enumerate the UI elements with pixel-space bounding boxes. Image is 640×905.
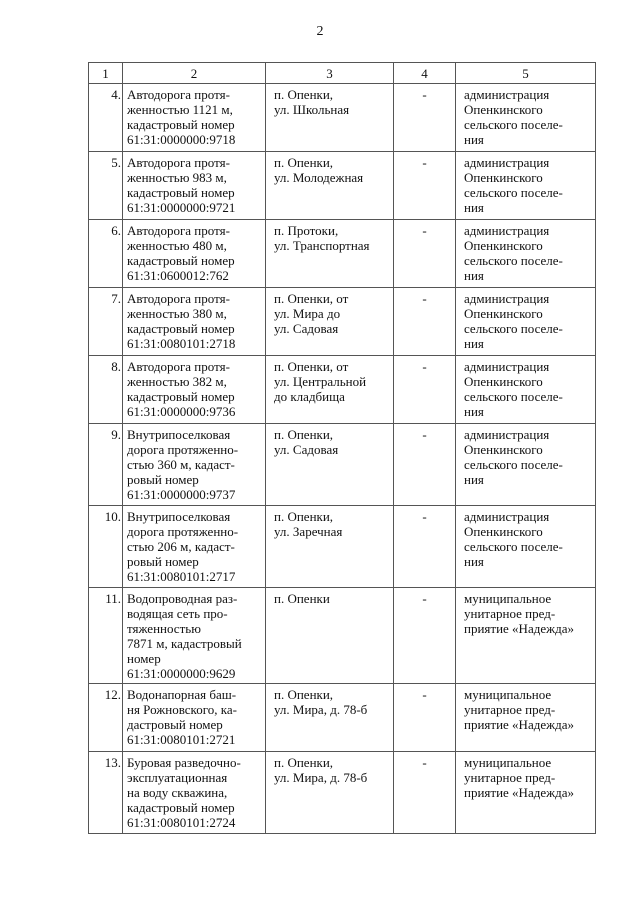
row-number: 7. [89,288,123,356]
object-owner: администрация Опенкинского сельского поселе- ния [464,223,563,283]
table-row [89,506,596,588]
object-owner: муниципальное унитарное пред- приятие «Надежда» [464,591,574,636]
object-owner: муниципальное унитарное пред- приятие «Надежда» [464,755,574,800]
row-number: 12. [89,684,123,752]
table-body [89,84,596,834]
table-row [89,84,596,152]
column-4-value: - [394,84,456,152]
table-row [89,684,596,752]
object-description: Буровая разведочно- эксплуатационная на воду скважина, кадастровый номер 61:31:0080101:2724 [127,755,241,830]
table-row [89,588,596,684]
row-number: 5. [89,152,123,220]
row-number: 11. [89,588,123,684]
row-number: 9. [89,424,123,506]
header-col-5: 5 [456,63,596,84]
row-number: 4. [89,84,123,152]
column-4-value: - [394,588,456,684]
header-col-3: 3 [266,63,394,84]
object-location: п. Опенки, ул. Садовая [274,427,339,457]
object-owner: администрация Опенкинского сельского поселе- ния [464,427,563,487]
object-owner: администрация Опенкинского сельского поселе- ния [464,87,563,147]
object-owner: администрация Опенкинского сельского поселе- ния [464,359,563,419]
object-location: п. Опенки [274,591,330,606]
object-location: п. Опенки, ул. Мира, д. 78-б [274,687,368,717]
object-location: п. Опенки, ул. Молодежная [274,155,364,185]
table-header [89,63,596,84]
header-col-2: 2 [123,63,266,84]
object-owner: администрация Опенкинского сельского поселе- ния [464,509,563,569]
column-4-value: - [394,152,456,220]
registry-table [88,62,596,834]
object-description: Водонапорная баш- ня Рожновского, ка- дастровый номер 61:31:0080101:2721 [127,687,237,747]
object-location: п. Опенки, ул. Заречная [274,509,343,539]
row-number: 8. [89,356,123,424]
object-description: Автодорога протя- женностью 1121 м, кадастровый номер 61:31:0000000:9718 [127,87,236,147]
page-number: 2 [316,24,324,39]
header-col-1: 1 [89,63,123,84]
column-4-value: - [394,752,456,834]
object-description: Автодорога протя- женностью 983 м, кадастровый номер 61:31:0000000:9721 [127,155,236,215]
table-row [89,424,596,506]
object-description: Автодорога протя- женностью 382 м, кадастровый номер 61:31:0000000:9736 [127,359,236,419]
header-col-4: 4 [394,63,456,84]
row-number: 13. [89,752,123,834]
column-4-value: - [394,684,456,752]
table-row [89,220,596,288]
table-row [89,356,596,424]
row-number: 6. [89,220,123,288]
object-location: п. Опенки, от ул. Мира до ул. Садовая [274,291,349,336]
column-4-value: - [394,506,456,588]
column-4-value: - [394,424,456,506]
column-4-value: - [394,288,456,356]
object-description: Внутрипоселковая дорога протяженно- стью 206 м, кадаст- ровый номер 61:31:0080101:2717 [127,509,239,584]
object-description: Автодорога протя- женностью 380 м, кадастровый номер 61:31:0080101:2718 [127,291,236,351]
table-row [89,752,596,834]
object-location: п. Опенки, ул. Мира, д. 78-б [274,755,368,785]
table-row [89,152,596,220]
object-owner: муниципальное унитарное пред- приятие «Надежда» [464,687,574,732]
object-description: Внутрипоселковая дорога протяженно- стью 360 м, кадаст- ровый номер 61:31:0000000:9737 [127,427,239,502]
row-number: 10. [89,506,123,588]
object-owner: администрация Опенкинского сельского поселе- ния [464,155,563,215]
object-description: Автодорога протя- женностью 480 м, кадастровый номер 61:31:0600012:762 [127,223,235,283]
object-location: п. Протоки, ул. Транспортная [274,223,370,253]
object-owner: администрация Опенкинского сельского поселе- ния [464,291,563,351]
table-row [89,288,596,356]
column-4-value: - [394,356,456,424]
object-location: п. Опенки, от ул. Центральной до кладбища [274,359,367,404]
object-description: Водопроводная раз- водящая сеть про- тяженностью 7871 м, кадастровый номер 61:31:0000000:9629 [127,591,242,681]
column-4-value: - [394,220,456,288]
object-location: п. Опенки, ул. Школьная [274,87,350,117]
